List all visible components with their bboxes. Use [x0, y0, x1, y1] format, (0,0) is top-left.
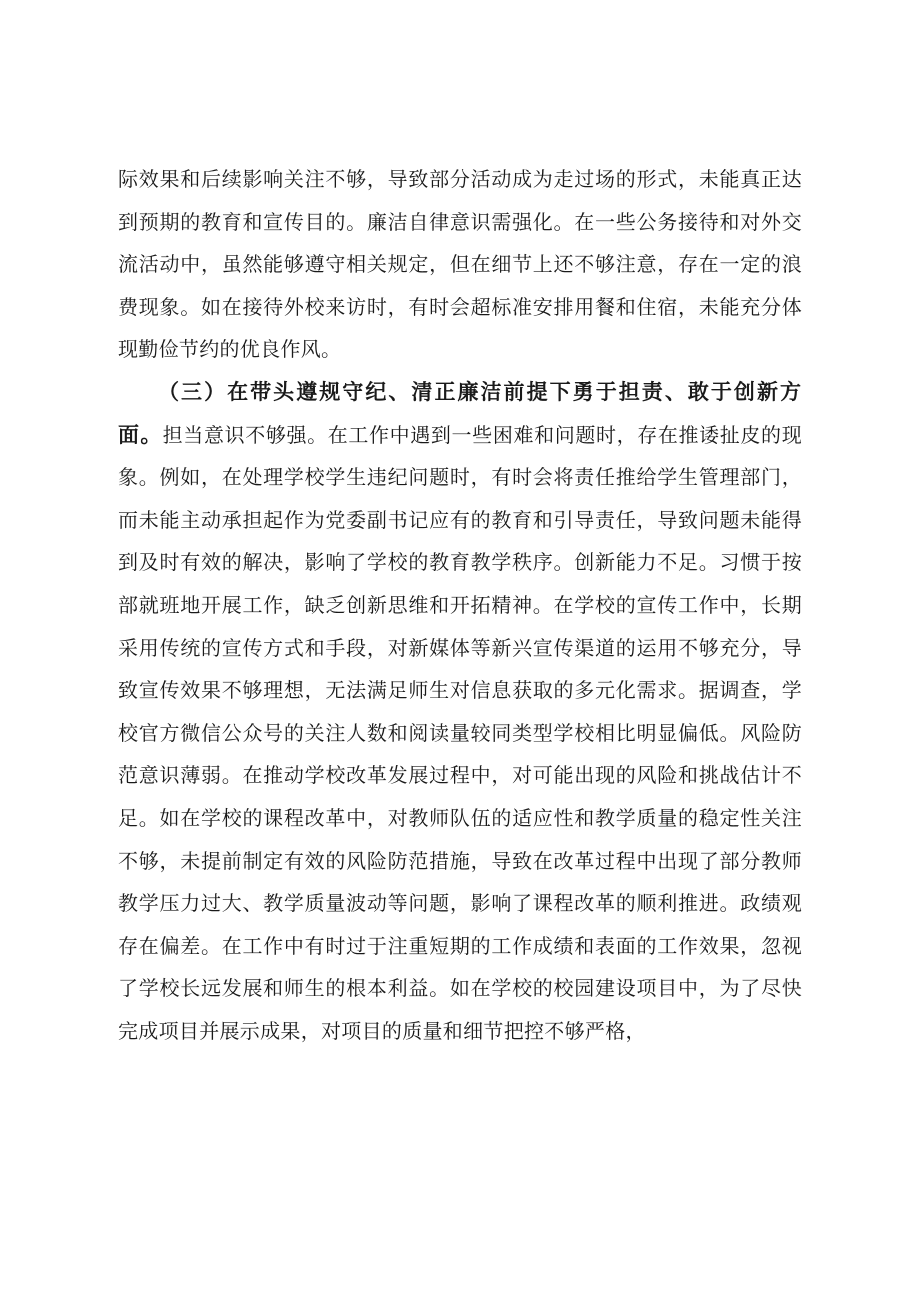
section-3-body: 担当意识不够强。在工作中遇到一些困难和问题时，存在推诿扯皮的现象。例如，在处理学校学生违纪问题时，有时会将责任推给学生管理部门，而未能主动承担起作为党委副书记应有的教育和引导责任，导致问题未能得到及时有效的解决，影响了学校的教育教学秩序。创新能力不足。习惯于按部就班地开展工作，缺乏创新思维和开拓精神。在学校的宣传工作中，长期采用传统的宣传方式和手段，对新媒体等新兴宣传渠道的运用不够充分，导致宣传效果不够理想，无法满足师生对信息获取的多元化需求。据调查，学校官方微信公众号的关注人数和阅读量较同类型学校相比明显偏低。风险防范意识薄弱。在推动学校改革发展过程中，对可能出现的风险和挑战估计不足。如在学校的课程改革中，对教师队伍的适应性和教学质量的稳定性关注不够，未提前制定有效的风险防范措施，导致在改革过程中出现了部分教师教学压力过大、教学质量波动等问题，影响了课程改革的顺利推进。政绩观存在偏差。在工作中有时过于注重短期的工作成绩和表面的工作效果，忽视了学校长远发展和师生的根本利益。如在学校的校园建设项目中，为了尽快完成项目并展示成果，对项目的质量和细节把控不够严格，: [118, 422, 802, 1043]
document-body: [118, 158, 802, 1052]
section-3-paragraph: [118, 371, 802, 1053]
paragraph-continuation: 际效果和后续影响关注不够，导致部分活动成为走过场的形式，未能真正达到预期的教育和宣传目的。廉洁自律意识需强化。在一些公务接待和对外交流活动中，虽然能够遵守相关规定，但在细节上还不够注意，存在一定的浪费现象。如在接待外校来访时，有时会超标准安排用餐和住宿，未能充分体现勤俭节约的优良作风。: [118, 167, 802, 362]
section-3-heading: （三）在带头遵规守纪、清正廉洁前提下勇于担责、敢于创新方面。: [118, 378, 802, 447]
